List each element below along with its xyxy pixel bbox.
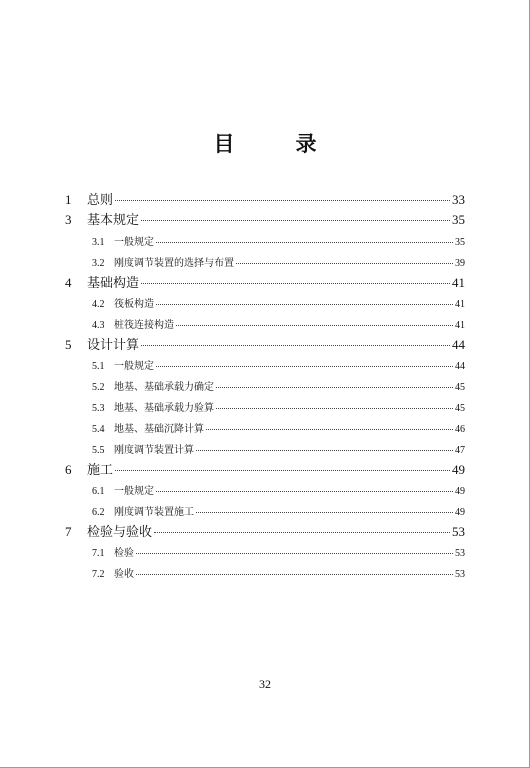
toc-entry-6-2 [92, 503, 465, 518]
toc-entry-title: 检验 [114, 548, 134, 559]
toc-entry-page: 46 [455, 424, 465, 435]
toc-entry-page: 44 [452, 337, 465, 352]
toc-leader-dots [156, 491, 453, 492]
toc-entry-number: 3.2 [92, 258, 105, 269]
toc-entry-page: 45 [455, 382, 465, 393]
toc-entry-number: 4.3 [92, 320, 105, 331]
toc-entry-title: 一般规定 [114, 486, 154, 497]
toc-entry-title: 地基、基础沉降计算 [114, 424, 204, 435]
toc-entry-page: 33 [452, 192, 465, 207]
toc-entry-number: 6.2 [92, 507, 105, 518]
toc-entry-title: 总则 [87, 192, 114, 207]
toc-entry-page: 41 [452, 275, 465, 290]
toc-leader-dots [154, 532, 450, 533]
toc-entry-number: 5.1 [92, 361, 105, 372]
toc-leader-dots [156, 242, 453, 243]
toc-entry-page: 53 [452, 524, 465, 539]
toc-entry-5-4 [92, 420, 465, 435]
toc-entry-page: 53 [455, 569, 465, 580]
toc-entry-page: 41 [455, 320, 465, 331]
toc-entry-page: 41 [455, 299, 465, 310]
toc-entry-number: 3 [65, 212, 72, 227]
toc-entry-title: 桩筏连接构造 [114, 320, 174, 331]
toc-entry-5-1 [92, 357, 465, 372]
toc-entry-title: 验收 [114, 569, 134, 580]
toc-entry-title: 地基、基础承载力确定 [114, 382, 214, 393]
toc-entry-number: 5.2 [92, 382, 105, 393]
toc-entry-4 [65, 272, 465, 291]
toc-entry-page: 53 [455, 548, 465, 559]
toc-entry-number: 4 [65, 275, 72, 290]
toc-entry-page: 49 [452, 462, 465, 477]
toc-entry-3-2 [92, 254, 465, 269]
toc-leader-dots [141, 220, 450, 221]
toc-entry-5 [65, 334, 465, 353]
toc-leader-dots [115, 470, 450, 471]
toc-entry-7-2 [92, 565, 465, 580]
toc-entry-5-5 [92, 441, 465, 456]
toc-entry-title: 刚度调节装置施工 [114, 507, 194, 518]
page-number: 32 [259, 677, 271, 691]
toc-entry-page: 35 [455, 237, 465, 248]
toc-leader-dots [176, 325, 453, 326]
toc-entry-title: 刚度调节装置计算 [114, 445, 194, 456]
toc-entry-number: 1 [65, 192, 72, 207]
toc-entry-4-3 [92, 316, 465, 331]
toc-entry-4-2 [92, 295, 465, 310]
toc-entry-7-1 [92, 544, 465, 559]
toc-leader-dots [196, 512, 453, 513]
toc-leader-dots [216, 387, 453, 388]
toc-entry-number: 3.1 [92, 237, 105, 248]
toc-entry-title: 一般规定 [114, 361, 154, 372]
toc-entry-5-3 [92, 399, 465, 414]
toc-entry-title: 筏板构造 [114, 299, 154, 310]
toc-entry-7 [65, 521, 465, 540]
toc-entry-number: 6 [65, 462, 72, 477]
toc-entry-number: 7 [65, 524, 72, 539]
toc-entry-number: 5.3 [92, 403, 105, 414]
toc-leader-dots [156, 304, 453, 305]
toc-entry-6 [65, 459, 465, 478]
toc-entry-title: 基本规定 [87, 212, 140, 227]
toc-entry-page: 39 [455, 258, 465, 269]
toc-entry-1 [65, 189, 465, 208]
toc-entry-number: 7.1 [92, 548, 105, 559]
toc-entry-title: 设计计算 [87, 337, 140, 352]
toc-entry-5-2 [92, 378, 465, 393]
toc-entry-page: 47 [455, 445, 465, 456]
toc-entry-3 [65, 209, 465, 228]
toc-leader-dots [236, 263, 453, 264]
toc-entry-title: 一般规定 [114, 237, 154, 248]
toc-entry-6-1 [92, 482, 465, 497]
toc-entry-number: 5 [65, 337, 72, 352]
toc-title: 目 录 [213, 132, 337, 156]
toc-entry-number: 7.2 [92, 569, 105, 580]
toc-entry-title: 施工 [87, 462, 114, 477]
toc-entry-number: 5.5 [92, 445, 105, 456]
toc-leader-dots [141, 345, 450, 346]
toc-leader-dots [206, 429, 453, 430]
toc-leader-dots [216, 408, 453, 409]
toc-entry-title: 基础构造 [87, 275, 140, 290]
toc-entry-3-1 [92, 233, 465, 248]
toc-leader-dots [156, 366, 453, 367]
toc-leader-dots [136, 574, 453, 575]
toc-leader-dots [196, 450, 453, 451]
toc-leader-dots [115, 200, 450, 201]
toc-entry-number: 5.4 [92, 424, 105, 435]
toc-leader-dots [141, 283, 450, 284]
toc-entry-title: 检验与验收 [87, 524, 153, 539]
toc-entry-number: 4.2 [92, 299, 105, 310]
toc-leader-dots [136, 553, 453, 554]
toc-entry-page: 45 [455, 403, 465, 414]
toc-entry-title: 刚度调节装置的选择与布置 [114, 258, 234, 269]
toc-entry-page: 49 [455, 507, 465, 518]
toc-entry-page: 44 [455, 361, 465, 372]
toc-entry-page: 35 [452, 212, 465, 227]
toc-entry-page: 49 [455, 486, 465, 497]
toc-entry-number: 6.1 [92, 486, 105, 497]
toc-entry-title: 地基、基础承载力验算 [114, 403, 214, 414]
